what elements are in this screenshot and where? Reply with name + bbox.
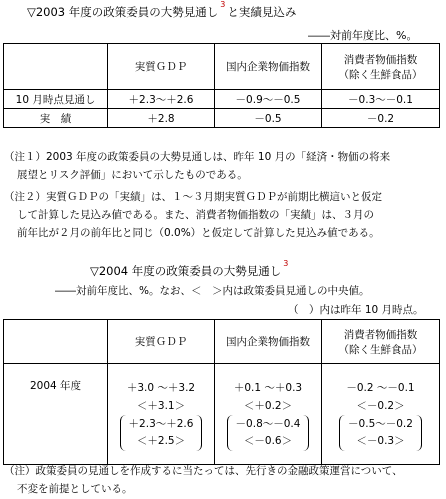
header-cgpi: 国内企業物価指数 [215,44,322,90]
note-1: （注１）2003 年度の政策委員の大勢見通しは、昨年 10 月の「経済・物価の将来 展望とリスク評価」において示したものである。 [4,151,391,181]
note-2: （注２）実質ＧＤＰの「実績」は、１～３月期実質ＧＤＰが前期比横這いと仮定 して計算した見込み値である。また、消費者物価指数の「実績」は、３月の 前年比が２月の前年比と同じ（0.0%）と仮定して計算した見込み値である。 [4,191,382,239]
table-row [4,364,440,465]
cpi-median: ＜－0.2＞ [356,400,405,412]
header-empty [4,44,108,90]
row-label: 実 績 [4,109,108,128]
table-row [4,109,440,128]
table-row [4,90,440,109]
header-cpi: 消費者物価指数 （除く生鮮食品） [322,320,440,364]
gdp-median: ＜＋3.1＞ [136,400,186,412]
footnote-marker: 3 [283,259,289,269]
header-cpi: 消費者物価指数 （除く生鮮食品） [322,44,440,90]
cgpi-range: ＋0.1 ～＋0.3 [233,382,303,394]
table-2004-outlook [3,319,440,465]
cell-cgpi: －0.5 [215,109,322,128]
section2-title: ▽2004 年度の政策委員の大勢見通し$^3$ [90,259,289,278]
gdp-previous: ＋2.3～＋2.6 ＜＋2.5＞ [120,415,203,451]
header-empty [4,320,108,364]
cell-cpi: －0.2 [322,109,440,128]
cell-cgpi: －0.9～－0.5 [215,90,322,109]
cell-gdp [108,364,215,465]
cgpi-previous: －0.8～－0.4 ＜－0.6＞ [227,415,310,451]
header-gdp: 実質ＧＤＰ [108,320,215,364]
row-label: 2004 年度 [4,364,108,465]
cell-cpi [322,364,440,465]
section2-subtitle: ――対前年度比、%。なお、＜ ＞内は政策委員見通しの中央値。 [55,285,370,297]
cpi-range: －0.2 ～－0.1 [346,382,415,394]
cell-gdp: ＋2.3～＋2.6 [108,90,215,109]
section1-subtitle: ――対前年度比、%。 [308,29,418,42]
section2-subtitle-2: （ ）内は昨年 10 月時点。 [288,304,424,316]
gdp-range: ＋3.0 ～＋3.2 [126,382,196,394]
cell-gdp: ＋2.8 [108,109,215,128]
table-header-row [4,44,440,90]
row-label: 10 月時点見通し [4,90,108,109]
header-cgpi: 国内企業物価指数 [215,320,322,364]
cell-cpi: －0.3～－0.1 [322,90,440,109]
footnote-marker: 3 [220,0,226,10]
table-header-row [4,320,440,364]
header-gdp: 実質ＧＤＰ [108,44,215,90]
section1-title: ▽2003 年度の政策委員の大勢見通し$^3$と実績見込み [27,0,297,19]
table-2003-outlook [3,43,440,128]
cpi-previous: －0.5～－0.2 ＜－0.3＞ [339,415,422,451]
cgpi-median: ＜＋0.2＞ [243,400,293,412]
cell-cgpi [215,364,322,465]
note-2004: （注）政策委員の見通しを作成するに当たっては、先行きの金融政策運営について、 不変を前提としている。 [4,465,403,495]
